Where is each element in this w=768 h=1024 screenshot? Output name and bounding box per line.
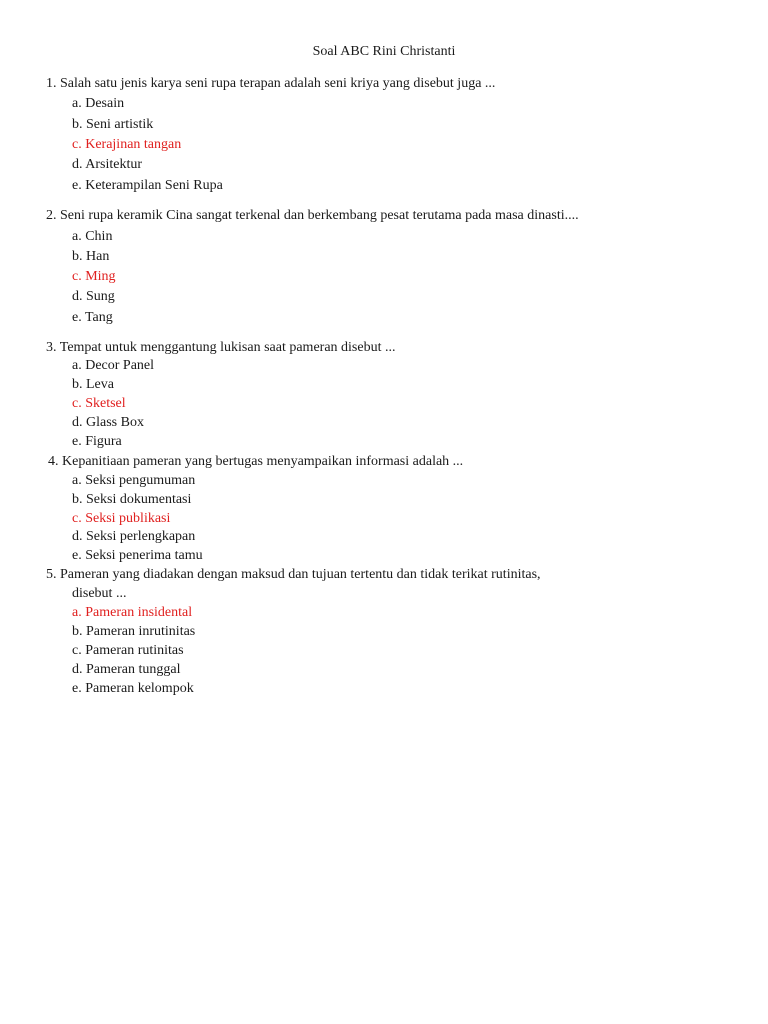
option-c-correct: c. Kerajinan tangan (72, 137, 182, 152)
question-number: 3. (46, 340, 57, 355)
option-e: e. Keterampilan Seni Rupa (72, 178, 223, 193)
option-b: b. Pameran inrutinitas (72, 624, 196, 639)
option-a: a. Decor Panel (72, 358, 155, 373)
option-b: b. Han (72, 249, 110, 264)
option-d: d. Sung (72, 289, 115, 304)
option-a: a. Seksi pengumuman (72, 473, 196, 488)
question-number: 5. (46, 567, 57, 582)
question-prompt: Tempat untuk menggantung lukisan saat pameran disebut ... (59, 340, 396, 355)
option-a: a. Chin (72, 229, 113, 244)
option-a: a. Desain (72, 96, 125, 111)
option-e: e. Pameran kelompok (72, 681, 194, 696)
page-title: Soal ABC Rini Christanti (312, 44, 456, 59)
question-prompt: Kepanitiaan pameran yang bertugas menyampaikan informasi adalah ... (62, 454, 464, 469)
option-d: d. Pameran tunggal (72, 662, 181, 677)
option-d: d. Glass Box (72, 415, 144, 430)
question-number: 1. (46, 76, 57, 91)
option-b: b. Seksi dokumentasi (72, 492, 192, 507)
question-text (46, 567, 541, 583)
question-text (48, 454, 463, 470)
question-prompt: Pameran yang diadakan dengan maksud dan tujuan tertentu dan tidak terikat rutinitas, (60, 567, 541, 582)
question-prompt: Seni rupa keramik Cina sangat terkenal dan berkembang pesat terutama pada masa dinasti.... (60, 208, 579, 223)
option-e: e. Tang (72, 310, 113, 325)
option-b: b. Leva (72, 377, 114, 392)
question-number: 4. (48, 454, 59, 469)
question-prompt-continued: disebut ... (72, 586, 127, 601)
option-e: e. Figura (72, 434, 122, 449)
option-c: c. Pameran rutinitas (72, 643, 184, 658)
question-prompt: Salah satu jenis karya seni rupa terapan adalah seni kriya yang disebut juga ... (60, 76, 496, 91)
question-text (46, 76, 495, 92)
option-c-correct: c. Ming (72, 269, 116, 284)
question-text (46, 208, 579, 224)
option-e: e. Seksi penerima tamu (72, 548, 203, 563)
option-c-correct: c. Seksi publikasi (72, 511, 171, 526)
option-b: b. Seni artistik (72, 117, 154, 132)
option-a-correct: a. Pameran insidental (72, 605, 193, 620)
option-d: d. Arsitektur (72, 157, 142, 172)
question-text (46, 340, 395, 356)
option-c-correct: c. Sketsel (72, 396, 126, 411)
question-number: 2. (46, 208, 57, 223)
option-d: d. Seksi perlengkapan (72, 529, 196, 544)
